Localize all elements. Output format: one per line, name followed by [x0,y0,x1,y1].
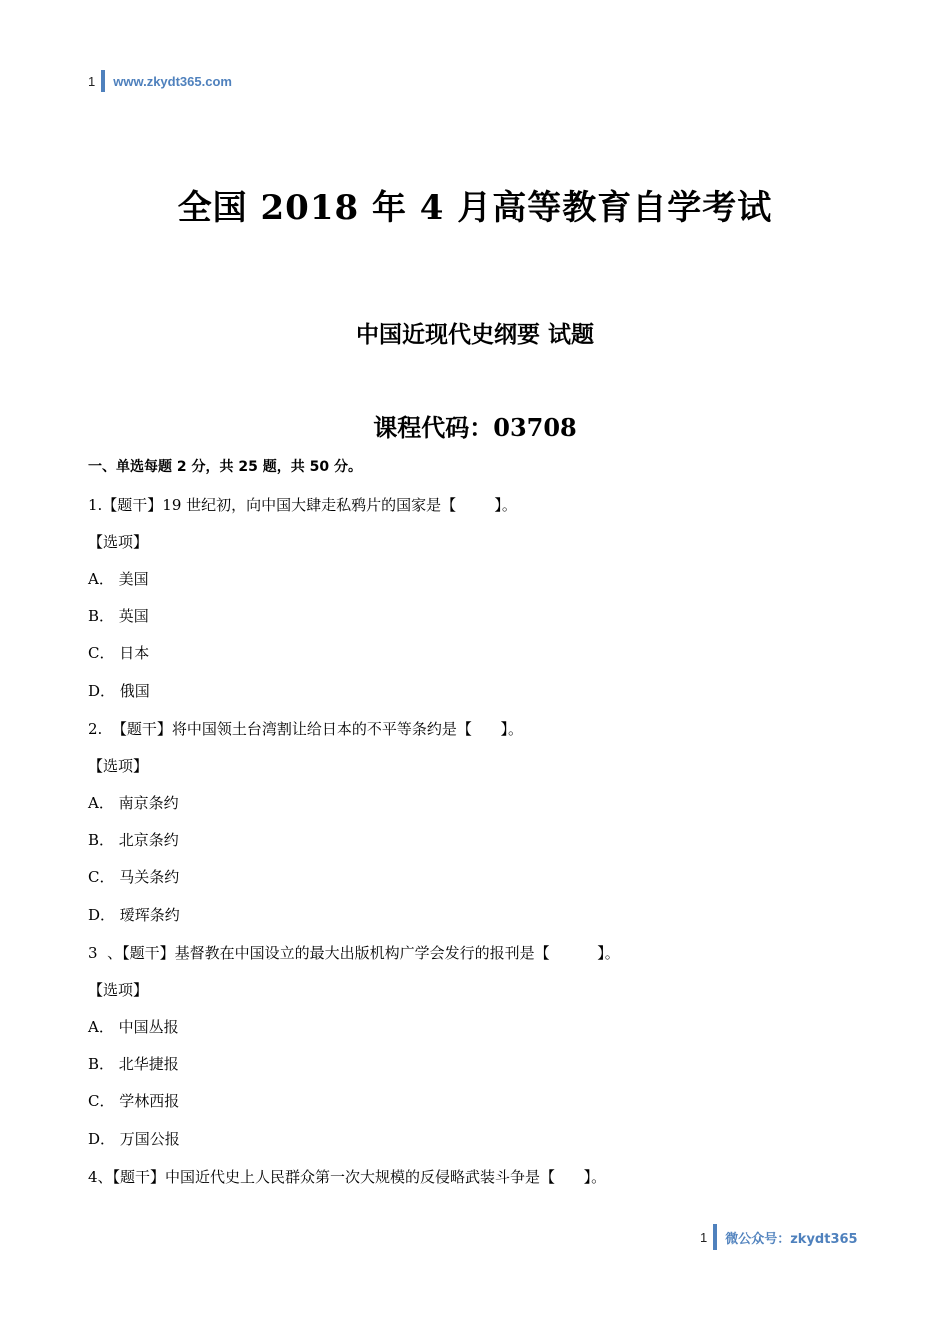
footer-wechat-account: 微公众号：zkydt365 [725,1231,858,1247]
question-3-stem: 3 、【题干】基督教在中国设立的最大出版机构广学会发行的报刊是【 】。 [88,944,620,962]
footer-accent-bar [713,1224,717,1250]
question-4-stem: 4、【题干】中国近代史上人民群众第一次大规模的反侵略武装斗争是【 】。 [88,1168,607,1186]
question-1-options-label: 【选项】 [88,533,149,551]
question-2-options-label: 【选项】 [88,757,149,775]
header-website-link[interactable]: www.zkydt365.com [113,73,232,89]
question-3-options-label: 【选项】 [88,981,149,999]
question-3-option-d: D． 万国公报 [88,1130,180,1148]
question-2-option-b: B． 北京条约 [88,831,179,849]
header-page-number: 1 [88,73,96,89]
question-1-option-b: B． 英国 [88,607,149,625]
question-2-option-d: D． 瑷珲条约 [88,906,180,924]
course-code: 课程代码：03708 [373,413,577,442]
section-heading: 一、单选每题 2 分，共 25 题，共 50 分。 [88,459,362,475]
question-2-option-c: C． 马关条约 [88,868,180,886]
question-3-option-b: B． 北华捷报 [88,1055,179,1073]
question-1-option-d: D． 俄国 [88,682,150,700]
page-header [88,70,232,92]
question-2-stem: 2. 【题干】将中国领土台湾割让给日本的不平等条约是【 】。 [88,720,523,738]
exam-title: 全国 2018 年 4 月高等教育自学考试 [177,188,773,228]
exam-subtitle: 中国近现代史纲要 试题 [355,321,594,348]
header-accent-bar [101,70,105,92]
question-2-option-a: A． 南京条约 [88,794,179,812]
question-3-option-a: A． 中国丛报 [88,1018,179,1036]
footer-page-number: 1 [700,1229,708,1245]
question-3-option-c: C． 学林西报 [88,1092,180,1110]
question-1-option-c: C． 日本 [88,644,150,662]
question-1-option-a: A． 美国 [88,570,149,588]
page-footer [700,1224,858,1250]
question-1-stem: 1.【题干】19 世纪初，向中国大肆走私鸦片的国家是【 】。 [88,496,517,514]
